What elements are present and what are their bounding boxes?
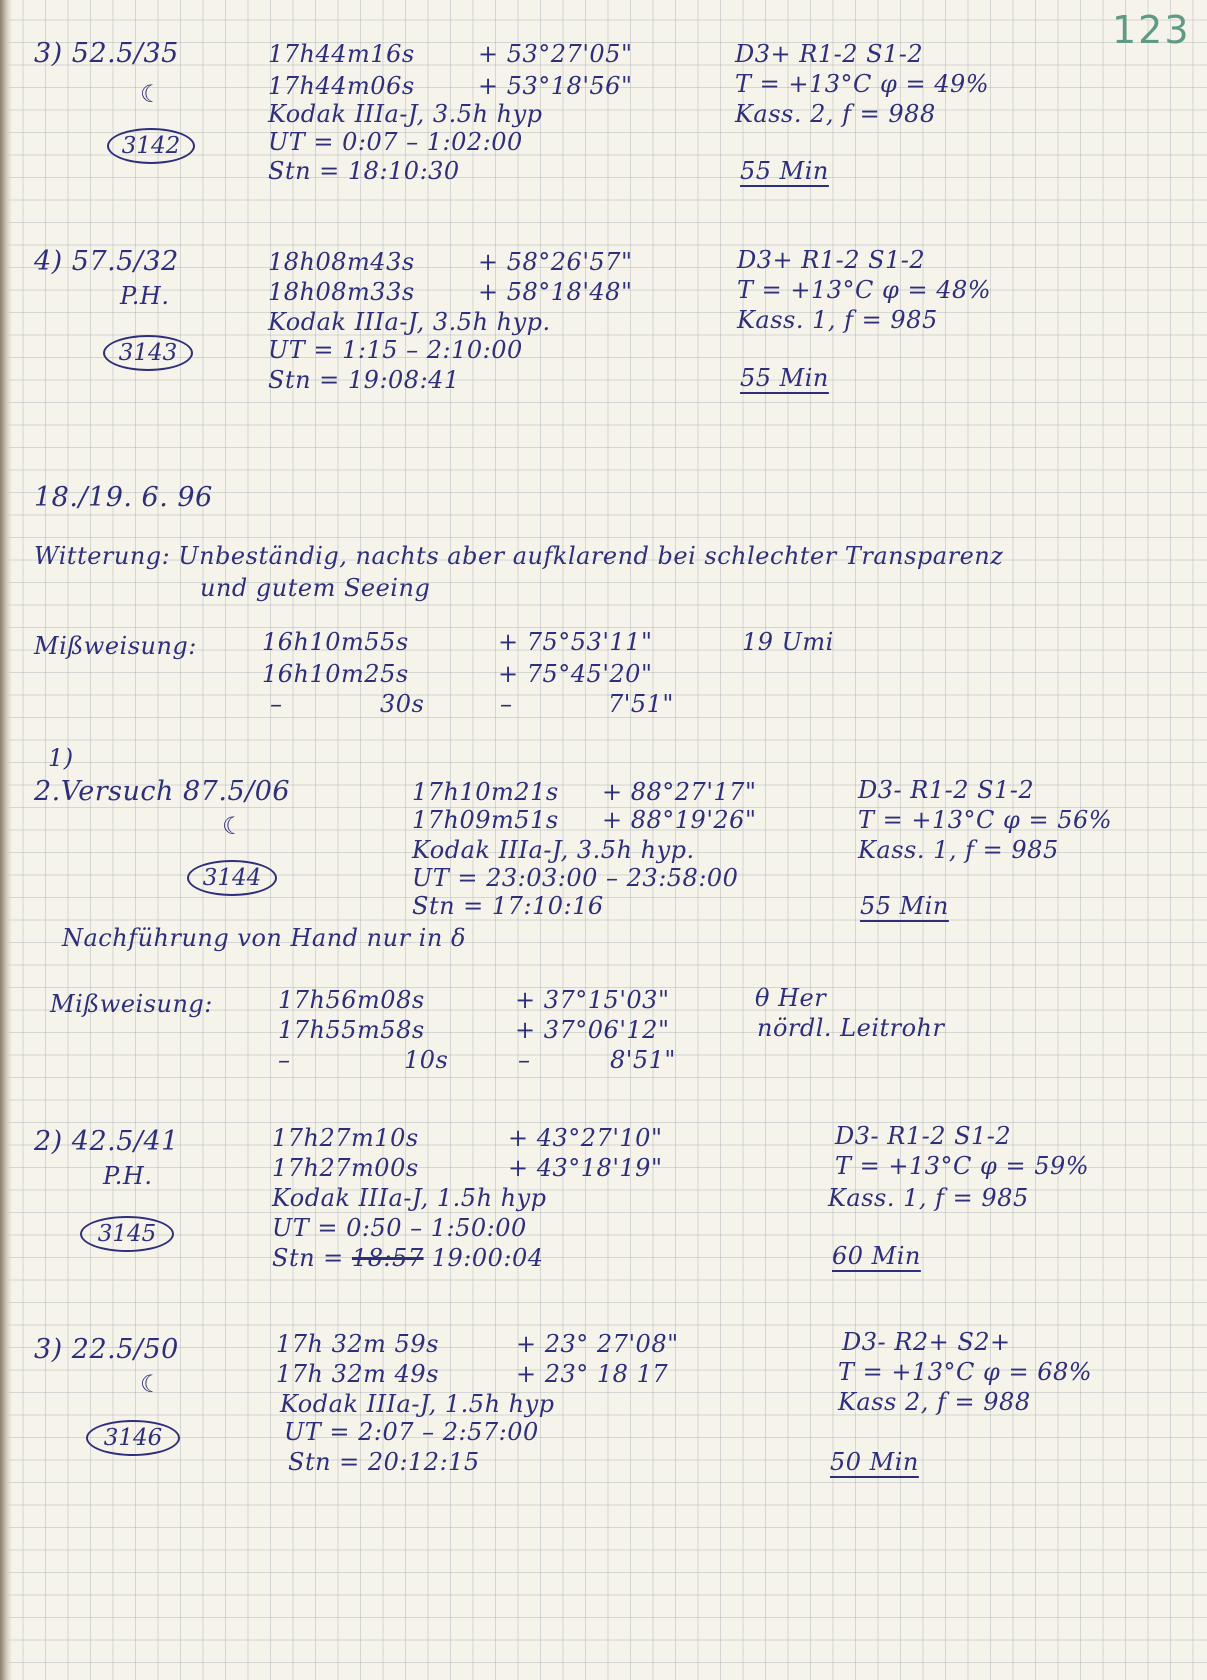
mis-dec-1: + 37°15'03" [515, 986, 670, 1014]
plate-info: Kodak IIIa-J, 1.5h hyp [280, 1390, 555, 1418]
sidereal-time: Stn = 19:08:41 [268, 366, 460, 394]
ut-range: UT = 0:50 – 1:50:00 [272, 1214, 527, 1242]
temperature-humidity: T = +13°C φ = 48% [737, 276, 992, 304]
ra-2: 17h09m51s [412, 806, 559, 834]
sidereal-time: Stn = 20:12:15 [288, 1448, 480, 1476]
conditions: D3- R1-2 S1-2 [835, 1122, 1012, 1150]
dec-1: + 58°26'57" [478, 248, 633, 276]
exposure-duration: 55 Min [860, 892, 949, 920]
mis-ra-diff: 10s [404, 1046, 449, 1074]
ra-2: 17h 32m 49s [276, 1360, 439, 1388]
reference-star: 19 Umi [742, 628, 834, 656]
mis-ra-sign: – [278, 1046, 291, 1074]
plate-number: 3143 [103, 335, 193, 371]
plate-info: Kodak IIIa-J, 3.5h hyp. [412, 836, 695, 864]
misweisung-label: Mißweisung: [50, 990, 213, 1018]
plate-info: Kodak IIIa-J, 1.5h hyp [272, 1184, 547, 1212]
ra-2: 17h44m06s [268, 72, 415, 100]
reference-star: θ Her [755, 984, 827, 1012]
weather-line-1: Witterung: Unbeständig, nachts aber aufklarend bei schlechter Transparenz [34, 542, 1004, 570]
ra-1: 17h 32m 59s [276, 1330, 439, 1358]
plate-info: Kodak IIIa-J, 3.5h hyp [268, 100, 543, 128]
ph-mark: P.H. [103, 1162, 153, 1190]
ra-1: 17h27m10s [272, 1124, 419, 1152]
notebook-binding-edge [0, 0, 12, 1680]
ra-1: 17h44m16s [268, 40, 415, 68]
entry-label: 3) 22.5/50 [34, 1334, 179, 1365]
mis-ra-2: 17h55m58s [278, 1016, 425, 1044]
moon-symbol: ☾ [140, 1370, 163, 1398]
entry-label-number: 1) [48, 744, 74, 772]
cassette-focus: Kass. 2, f = 988 [735, 100, 936, 128]
stn-struck-value: 18:57 [351, 1244, 424, 1272]
dec-1: + 23° 27'08" [516, 1330, 679, 1358]
plate-number: 3145 [80, 1216, 174, 1252]
ra-1: 17h10m21s [412, 778, 559, 806]
ut-range: UT = 23:03:00 – 23:58:00 [412, 864, 739, 892]
stn-prefix: Stn = [272, 1244, 344, 1272]
stn-value: 19:00:04 [431, 1244, 544, 1272]
conditions: D3- R2+ S2+ [842, 1328, 1011, 1356]
dec-1: + 43°27'10" [508, 1124, 663, 1152]
sidereal-time: Stn = 17:10:16 [412, 892, 604, 920]
misweisung-label: Mißweisung: [34, 632, 197, 660]
mis-dec-sign: – [500, 690, 513, 718]
ra-2: 18h08m33s [268, 278, 415, 306]
temperature-humidity: T = +13°C φ = 59% [835, 1152, 1090, 1180]
sidereal-time: Stn = 18:10:30 [268, 157, 460, 185]
mis-dec-1: + 75°53'11" [498, 628, 653, 656]
conditions: D3+ R1-2 S1-2 [735, 40, 924, 68]
mis-ra-sign: – [270, 690, 283, 718]
dec-1: + 88°27'17" [602, 778, 757, 806]
weather-line-2: und gutem Seeing [200, 574, 431, 602]
plate-info: Kodak IIIa-J, 3.5h hyp. [268, 308, 551, 336]
cassette-focus: Kass. 1, f = 985 [828, 1184, 1029, 1212]
mis-dec-sign: – [518, 1046, 531, 1074]
plate-number: 3146 [86, 1420, 180, 1456]
dec-2: + 88°19'26" [602, 806, 757, 834]
entry-label: 4) 57.5/32 [34, 246, 179, 277]
entry-label: 3) 52.5/35 [34, 38, 179, 69]
observation-date: 18./19. 6. 96 [34, 482, 213, 513]
cassette-focus: Kass. 1, f = 985 [737, 306, 938, 334]
ph-mark: P.H. [120, 282, 170, 310]
mis-ra-diff: 30s [380, 690, 425, 718]
guide-scope-note: nördl. Leitrohr [757, 1014, 945, 1042]
ra-2: 17h27m00s [272, 1154, 419, 1182]
cassette-focus: Kass 2, f = 988 [838, 1388, 1031, 1416]
temperature-humidity: T = +13°C φ = 68% [838, 1358, 1093, 1386]
mis-dec-diff: 7'51" [608, 690, 674, 718]
mis-dec-2: + 37°06'12" [515, 1016, 670, 1044]
ut-range: UT = 0:07 – 1:02:00 [268, 128, 523, 156]
exposure-duration: 55 Min [740, 364, 829, 392]
entry-label: 2) 42.5/41 [34, 1126, 179, 1157]
mis-ra-1: 17h56m08s [278, 986, 425, 1014]
conditions: D3+ R1-2 S1-2 [737, 246, 926, 274]
dec-2: + 23° 18 17 [516, 1360, 669, 1388]
dec-2: + 53°18'56" [478, 72, 633, 100]
page-number: 123 [1112, 8, 1191, 52]
exposure-duration: 55 Min [740, 157, 829, 185]
conditions: D3- R1-2 S1-2 [858, 776, 1035, 804]
temperature-humidity: T = +13°C φ = 56% [858, 806, 1113, 834]
dec-2: + 43°18'19" [508, 1154, 663, 1182]
cassette-focus: Kass. 1, f = 985 [858, 836, 1059, 864]
ra-1: 18h08m43s [268, 248, 415, 276]
dec-2: + 58°18'48" [478, 278, 633, 306]
plate-number: 3142 [107, 128, 195, 164]
mis-dec-diff: 8'51" [610, 1046, 676, 1074]
moon-symbol: ☾ [222, 812, 245, 840]
sidereal-time [272, 1244, 544, 1272]
dec-1: + 53°27'05" [478, 40, 633, 68]
mis-dec-2: + 75°45'20" [498, 660, 653, 688]
exposure-duration: 50 Min [830, 1448, 919, 1476]
moon-symbol: ☾ [140, 80, 163, 108]
guiding-note: Nachführung von Hand nur in δ [62, 924, 466, 952]
mis-ra-1: 16h10m55s [262, 628, 409, 656]
ut-range: UT = 2:07 – 2:57:00 [284, 1418, 539, 1446]
mis-ra-2: 16h10m25s [262, 660, 409, 688]
temperature-humidity: T = +13°C φ = 49% [735, 70, 990, 98]
plate-number: 3144 [187, 860, 277, 896]
exposure-duration: 60 Min [832, 1242, 921, 1270]
entry-label: 2.Versuch 87.5/06 [34, 776, 291, 807]
ut-range: UT = 1:15 – 2:10:00 [268, 336, 523, 364]
